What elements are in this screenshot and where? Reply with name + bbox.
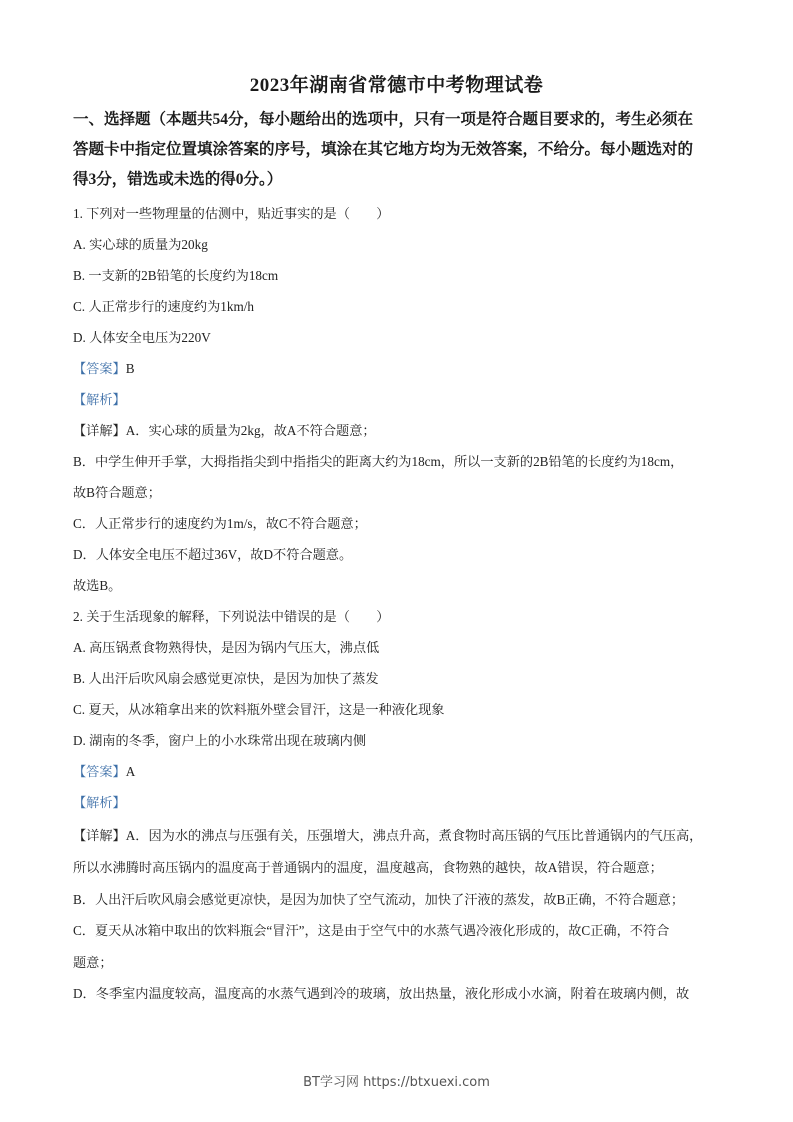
question-2-detail-4: C．夏天从冰箱中取出的饮料瓶会“冒汗”，这是由于空气中的水蒸气遇冷液化形成的，故C正确，不符合 [73,923,670,938]
question-2-option-b: B. 人出汗后吹风扇会感觉更凉快，是因为加快了蒸发 [73,671,379,686]
question-2-detail-1 [73,825,702,844]
question-1-option-d: D. 人体安全电压为220V [73,330,211,345]
footer-watermark: BT学习网 https://btxuexi.com [303,1075,490,1090]
answer-value: A [125,764,136,779]
detail-text: A．因为水的沸点与压强有关，压强增大，沸点升高，煮食物时高压锅的气压比普通锅内的气压高， [125,828,703,843]
question-2-detail-2: 所以水沸腾时高压锅内的温度高于普通锅内的温度，温度越高，食物熟的越快，故A错误，符合题意； [73,860,663,875]
question-1-answer [73,358,135,377]
question-1-option-c: C. 人正常步行的速度约为1km/h [73,299,254,314]
question-1-conclusion: 故选B。 [73,578,122,593]
question-2-detail-5: 题意； [73,955,113,970]
question-1-analysis-tag: 【解析】 [73,392,126,407]
answer-value: B [125,361,135,376]
section-heading-line-3: 得3分，错选或未选的得0分。） [73,171,283,188]
document-title: 2023年湖南省常德市中考物理试卷 [249,75,544,96]
question-1-option-a: A. 实心球的质量为20kg [73,237,208,252]
question-2-detail-3: B．人出汗后吹风扇会感觉更凉快，是因为加快了空气流动，加快了汗液的蒸发，故B正确，不符合题意； [73,892,685,907]
question-2-analysis-tag: 【解析】 [73,795,126,810]
detail-tag: 【详解】 [73,423,126,438]
question-2-detail-6: D．冬季室内温度较高，温度高的水蒸气遇到冷的玻璃，放出热量，液化形成小水滴，附着在玻璃内侧，故 [73,986,690,1001]
question-1-option-b: B. 一支新的2B铅笔的长度约为18cm [73,268,279,283]
detail-tag: 【详解】 [73,828,126,843]
question-1-detail-5: D．人体安全电压不超过36V，故D不符合题意。 [73,547,353,562]
question-1-detail-4: C．人正常步行的速度约为1m/s，故C不符合题意； [73,516,367,531]
question-2-option-d: D. 湖南的冬季，窗户上的小水珠常出现在玻璃内侧 [73,733,367,748]
question-1-detail-1 [73,420,376,439]
question-2-answer [73,761,135,780]
answer-tag: 【答案】 [73,764,126,779]
detail-text: A．实心球的质量为2kg，故A不符合题意； [125,423,376,438]
question-1-detail-3: 故B符合题意； [73,485,161,500]
question-2-option-c: C. 夏天，从冰箱拿出来的饮料瓶外壁会冒汗，这是一种液化现象 [73,702,445,717]
answer-tag: 【答案】 [73,361,126,376]
question-2-stem: 2. 关于生活现象的解释，下列说法中错误的是（ ） [73,609,390,624]
section-heading-line-1: 一、选择题（本题共54分，每小题给出的选项中，只有一项是符合题目要求的，考生必须在 [73,111,694,128]
question-2-option-a: A. 高压锅煮食物熟得快，是因为锅内气压大，沸点低 [73,640,380,655]
question-1-stem: 1. 下列对一些物理量的估测中，贴近事实的是（ ） [73,206,390,221]
question-1-detail-2: B．中学生伸开手掌，大拇指指尖到中指指尖的距离大约为18cm，所以一支新的2B铅笔的长度约为18cm， [73,454,684,469]
section-heading-line-2: 答题卡中指定位置填涂答案的序号，填涂在其它地方均为无效答案，不给分。每小题选对的 [73,141,694,158]
